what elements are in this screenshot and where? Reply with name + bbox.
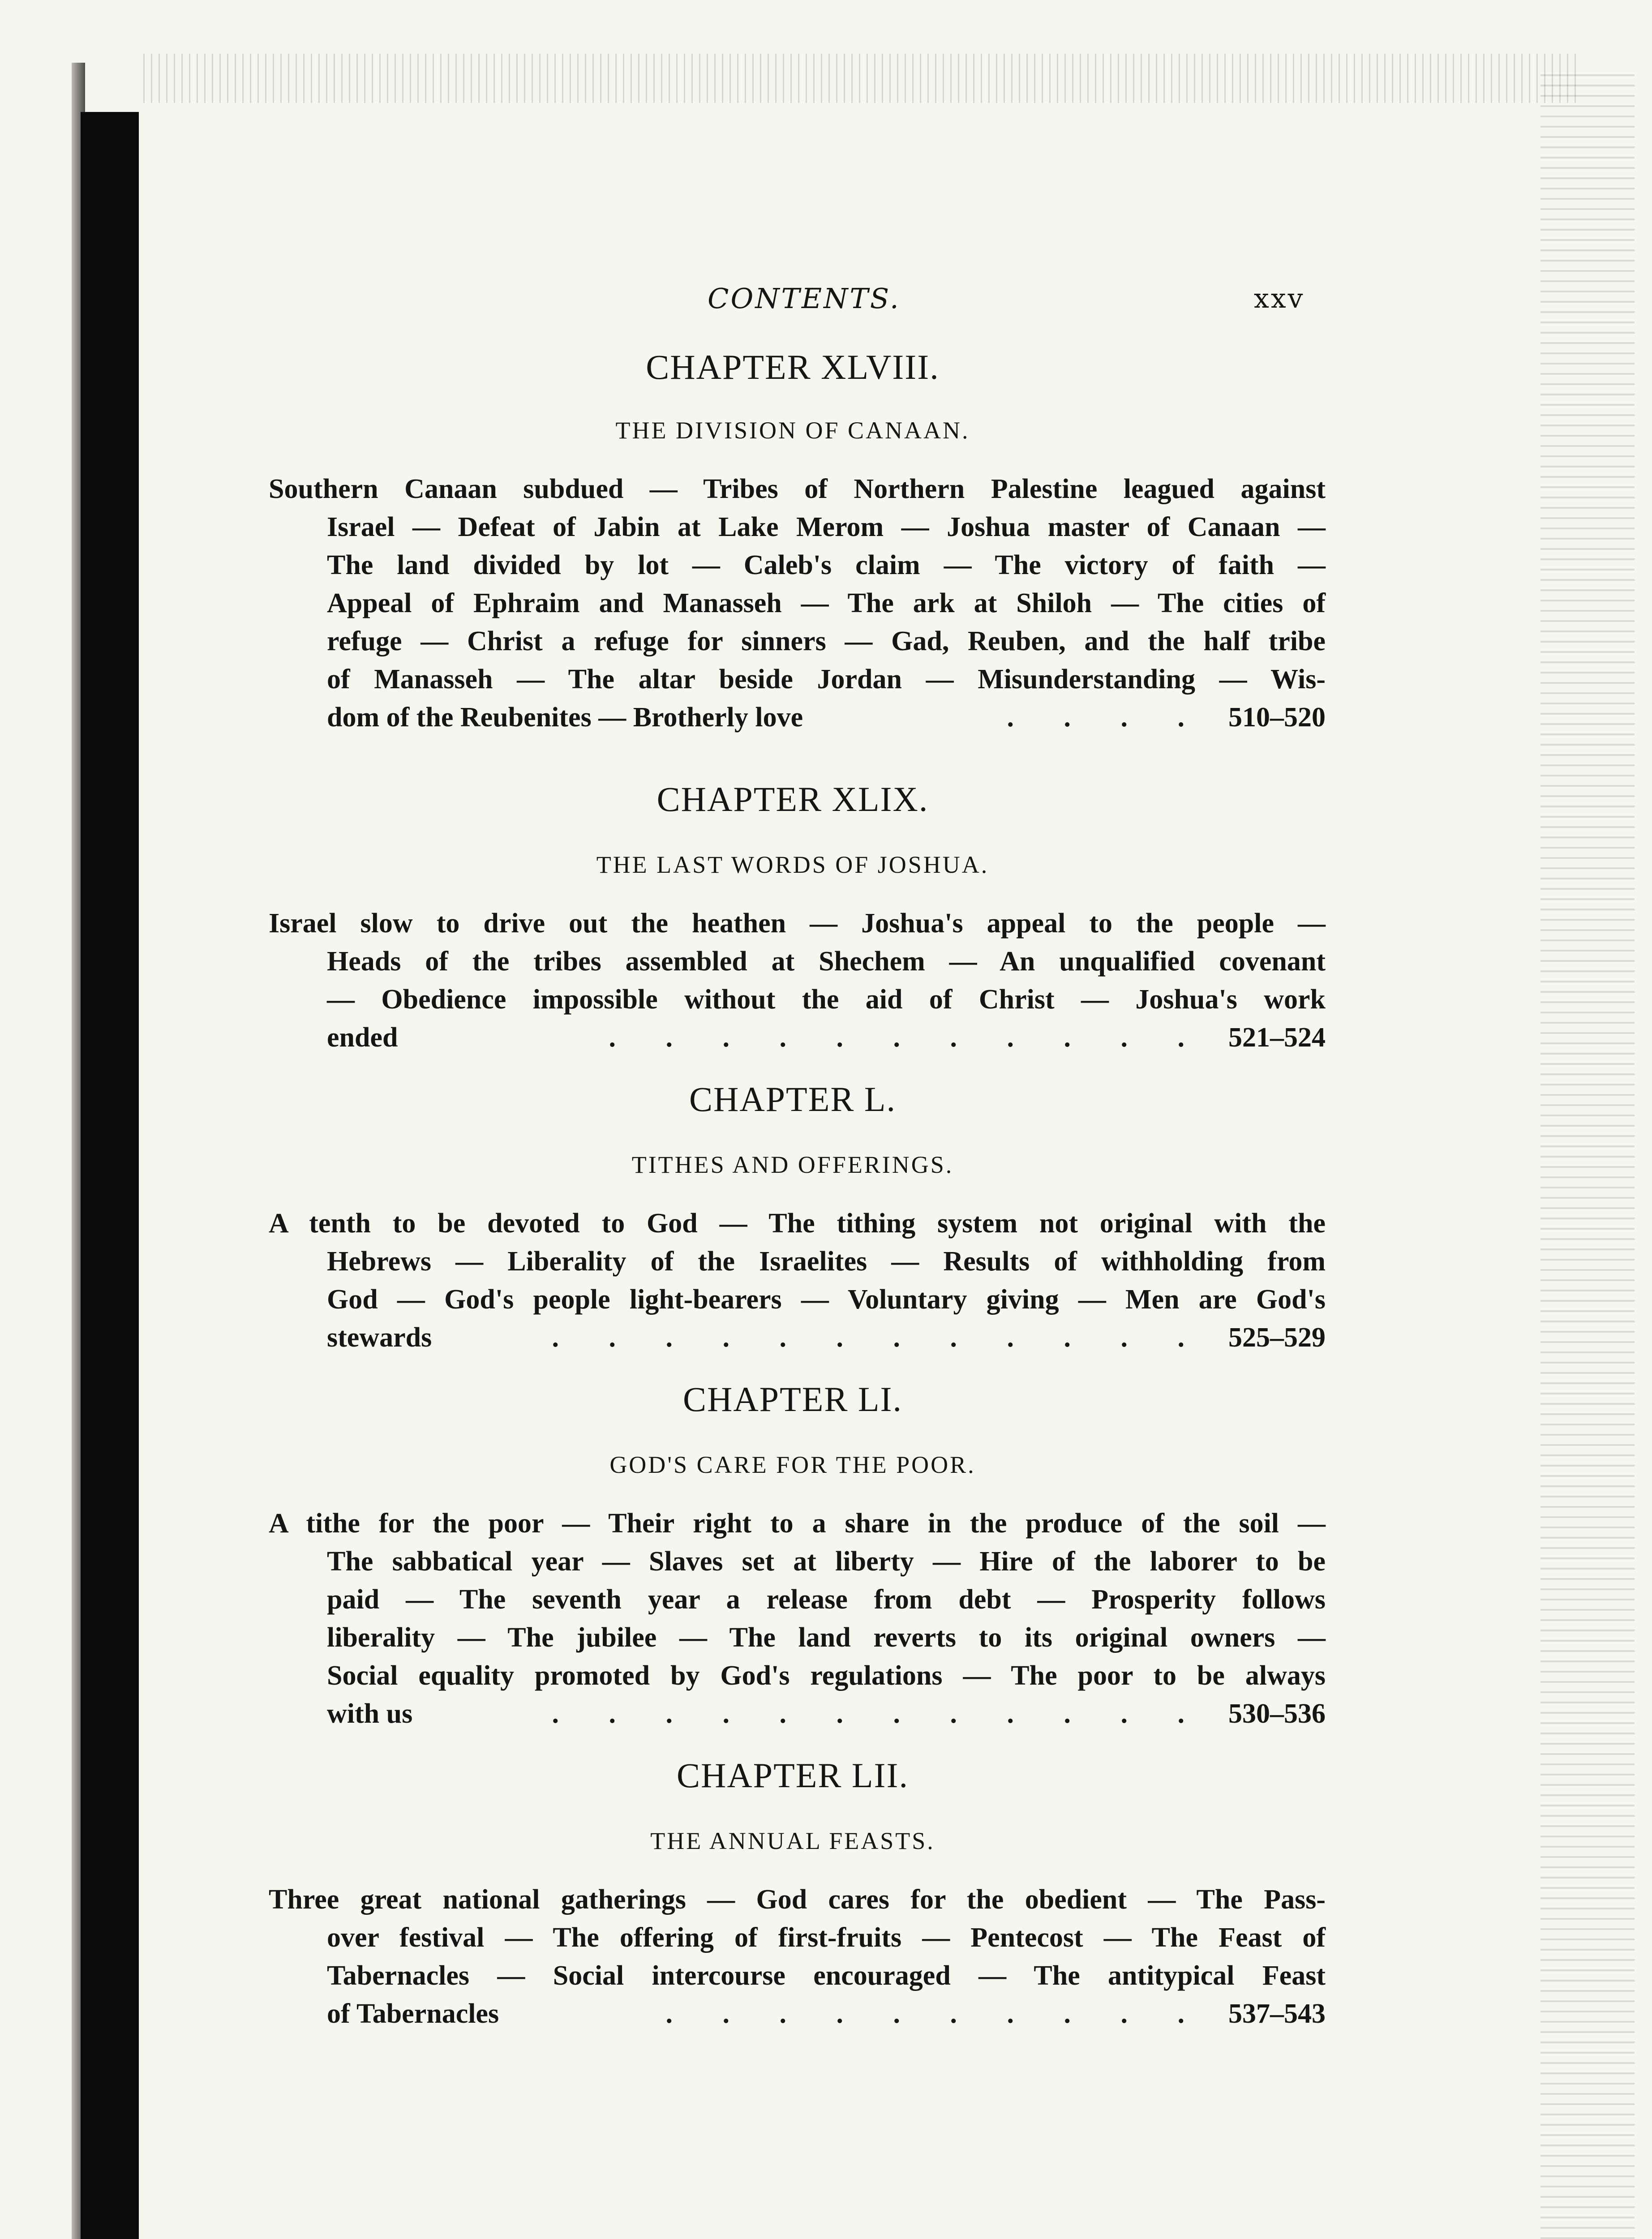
dot-leaders: . . . . . . . . . . . . xyxy=(552,1699,1206,1729)
summary-line: Three great national gatherings — God cares for the obedient — The Pass- xyxy=(269,1884,1326,1915)
chapter-title: CHAPTER XLVIII. xyxy=(646,347,940,386)
summary-line: dom of the Reubenites — Brotherly love xyxy=(327,702,803,733)
chapter-subtitle: THE DIVISION OF CANAAN. xyxy=(615,417,970,444)
chapter-summary xyxy=(269,470,1326,737)
chapter-title: CHAPTER LII. xyxy=(677,1756,909,1795)
summary-last-line xyxy=(327,1319,1326,1357)
chapter-title: CHAPTER XLIX. xyxy=(657,780,929,819)
chapter-subtitle: GOD'S CARE FOR THE POOR. xyxy=(609,1451,976,1478)
chapter-subtitle: THE LAST WORDS OF JOSHUA. xyxy=(596,851,989,878)
summary-line: God — God's people light-bearers — Voluntary giving — Men are God's xyxy=(327,1284,1326,1315)
page-range: 510–520 xyxy=(1228,702,1326,733)
summary-line: Social equality promoted by God's regulations — The poor to be always xyxy=(327,1660,1326,1691)
summary-line: over festival — The offering of first-fruits — Pentecost — The Feast of xyxy=(327,1922,1326,1953)
summary-line: — Obedience impossible without the aid of Christ — Joshua's work xyxy=(327,984,1326,1015)
summary-line: The land divided by lot — Caleb's claim — The victory of faith — xyxy=(327,550,1326,580)
summary-line: A tenth to be devoted to God — The tithing system not original with the xyxy=(269,1208,1326,1239)
summary-line: Israel slow to drive out the heathen — Joshua's appeal to the people — xyxy=(269,908,1326,939)
running-head: CONTENTS. xyxy=(708,282,901,315)
chapter-summary xyxy=(269,1881,1326,2033)
page-range: 537–543 xyxy=(1228,1999,1326,2029)
scan-noise-top xyxy=(143,54,1576,103)
chapter-title: CHAPTER L. xyxy=(689,1080,897,1119)
summary-line: Appeal of Ephraim and Manasseh — The ark at Shiloh — The cities of xyxy=(327,588,1326,618)
dot-leaders: . . . . . . . . . . . xyxy=(609,1022,1206,1053)
summary-line: of Tabernacles xyxy=(327,1999,499,2029)
chapter-subtitle: THE ANNUAL FEASTS. xyxy=(650,1827,935,1854)
chapter-subtitle: TITHES AND OFFERINGS. xyxy=(631,1151,954,1178)
summary-last-line xyxy=(327,1019,1326,1057)
summary-line: ended xyxy=(327,1022,398,1053)
dot-leaders: . . . . xyxy=(1007,702,1206,733)
chapter-summary xyxy=(269,905,1326,1057)
summary-line: Israel — Defeat of Jabin at Lake Merom — Joshua master of Canaan — xyxy=(327,512,1326,542)
summary-last-line xyxy=(327,699,1326,737)
summary-line: Southern Canaan subdued — Tribes of Northern Palestine leagued against xyxy=(269,474,1326,504)
summary-line: Heads of the tribes assembled at Shechem — An unqualified covenant xyxy=(327,946,1326,977)
summary-line: Tabernacles — Social intercourse encouraged — The antitypical Feast xyxy=(327,1960,1326,1991)
summary-line: with us xyxy=(327,1699,413,1729)
chapter-summary xyxy=(269,1505,1326,1733)
summary-line: A tithe for the poor — Their right to a share in the produce of the soil — xyxy=(269,1508,1326,1539)
summary-last-line xyxy=(327,1995,1326,2033)
summary-line: liberality — The jubilee — The land reverts to its original owners — xyxy=(327,1622,1326,1653)
summary-line: refuge — Christ a refuge for sinners — Gad, Reuben, and the half tribe xyxy=(327,626,1326,656)
scan-noise-right xyxy=(1540,67,1635,2239)
summary-line: Hebrews — Liberality of the Israelites — Results of withholding from xyxy=(327,1246,1326,1277)
summary-line: paid — The seventh year a release from debt — Prosperity follows xyxy=(327,1584,1326,1615)
chapter-summary xyxy=(269,1205,1326,1357)
page-number: xxv xyxy=(1254,283,1305,314)
page-range: 521–524 xyxy=(1228,1022,1326,1053)
summary-line: of Manasseh — The altar beside Jordan — Misunderstanding — Wis- xyxy=(327,664,1326,695)
chapter-title: CHAPTER LI. xyxy=(683,1380,902,1419)
summary-line: The sabbatical year — Slaves set at liberty — Hire of the laborer to be xyxy=(327,1546,1326,1577)
summary-line: stewards xyxy=(327,1322,432,1353)
page-range: 525–529 xyxy=(1228,1322,1326,1353)
scan-binding-shadow xyxy=(81,112,139,2239)
dot-leaders: . . . . . . . . . . xyxy=(665,1999,1206,2029)
dot-leaders: . . . . . . . . . . . . xyxy=(552,1322,1206,1353)
page-range: 530–536 xyxy=(1228,1699,1326,1729)
summary-last-line xyxy=(327,1695,1326,1733)
